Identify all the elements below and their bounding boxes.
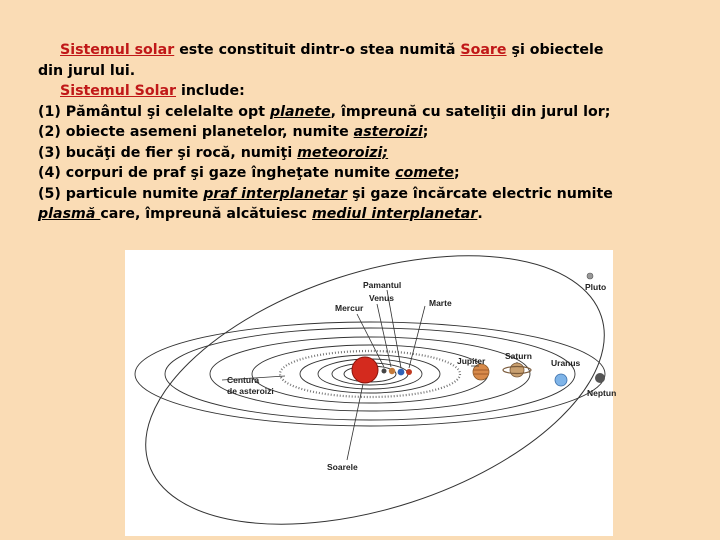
item-number: (2)	[38, 124, 66, 140]
item-text: .	[477, 206, 483, 222]
item-number: (1)	[38, 103, 66, 120]
list-item	[38, 184, 703, 205]
item-text: obiecte asemeni planetelor, numite	[65, 124, 354, 140]
neptune-icon	[595, 373, 605, 383]
label-centura-1: Centura	[227, 375, 260, 385]
mars-icon	[406, 369, 412, 375]
label-venus: Venus	[369, 293, 395, 303]
label-pluto: Pluto	[585, 282, 607, 292]
label-saturn: Saturn	[505, 351, 532, 361]
item-text: Pământul şi celelalte opt	[65, 103, 270, 120]
link-meteoroids[interactable]: meteoroizi;	[297, 144, 389, 161]
term-sun[interactable]: Soare	[460, 42, 507, 58]
label-jupiter: Jupiter	[457, 356, 486, 366]
sun-icon	[352, 357, 378, 383]
term-solar-system-2[interactable]: Sistemul Solar	[60, 83, 177, 99]
link-planets[interactable]: planete	[269, 103, 331, 120]
last-line	[38, 204, 703, 225]
venus-icon	[389, 368, 395, 374]
item-text: ;	[454, 165, 460, 181]
link-plasma[interactable]: plasmă	[38, 206, 101, 222]
uranus-icon	[555, 374, 567, 386]
link-asteroids[interactable]: asteroizi	[353, 124, 423, 140]
label-pamantul: Pamantul	[363, 280, 402, 290]
list-item	[38, 143, 703, 164]
link-interplanetary-medium[interactable]: mediul interplanetar	[312, 206, 478, 222]
mercury-icon	[382, 369, 387, 374]
label-marte: Marte	[429, 298, 452, 308]
link-comets[interactable]: comete	[395, 165, 455, 181]
label-neptun: Neptun	[587, 388, 617, 398]
term-solar-system[interactable]: Sistemul solar	[60, 42, 175, 58]
list-item	[38, 102, 703, 123]
list-item	[38, 163, 703, 184]
label-mercur: Mercur	[335, 303, 364, 313]
item-number: (4)	[38, 165, 66, 181]
label-centura-2: de asteroizi	[227, 386, 274, 396]
saturn-icon	[510, 363, 524, 377]
item-text: care, împreună alcătuiesc	[100, 206, 312, 222]
text: este constituit dintr-o stea numită	[174, 42, 461, 58]
label-soarele: Soarele	[327, 462, 358, 472]
pluto-icon	[587, 273, 593, 279]
item-text: , împreună cu sateliţii din jurul lor;	[330, 103, 611, 120]
item-text: bucăţi de fier şi rocă, numiţi	[65, 144, 298, 161]
item-number: (3)	[38, 144, 66, 161]
item-number: (5)	[38, 185, 66, 202]
solar-system-diagram	[125, 250, 617, 536]
item-text: particule numite	[65, 185, 204, 202]
paragraph-1-line-2: din jurul lui.	[38, 62, 136, 79]
item-text: şi gaze încărcate electric numite	[347, 185, 613, 202]
label-uranus: Uranus	[551, 358, 581, 368]
solar-system-svg	[125, 250, 617, 536]
link-interplanetary-dust[interactable]: praf interplanetar	[203, 185, 348, 202]
paragraph-2	[38, 81, 703, 102]
item-text: corpuri de praf şi gaze îngheţate numite	[65, 165, 396, 181]
text: include:	[176, 83, 245, 99]
list-item	[38, 122, 703, 143]
earth-icon	[398, 369, 405, 376]
text: şi obiectele	[506, 42, 604, 58]
paragraph-1-line-1	[38, 40, 703, 61]
item-text: ;	[422, 124, 429, 140]
text-block	[38, 40, 703, 225]
